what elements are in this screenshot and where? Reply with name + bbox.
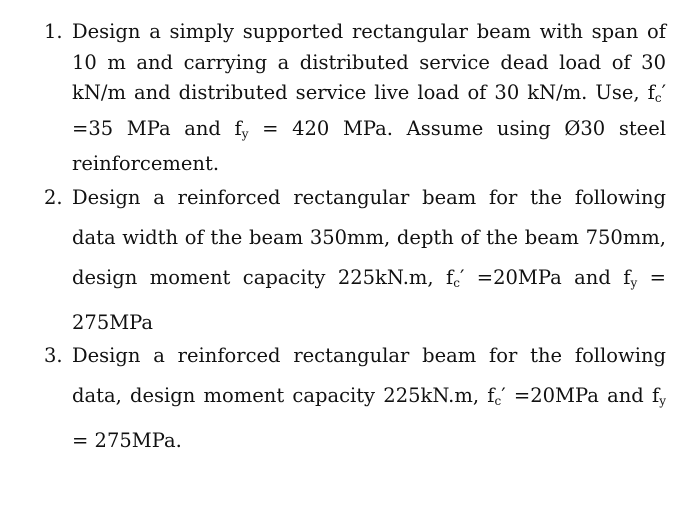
problem-1-text [72,17,666,180]
subscript-y: y [659,394,666,408]
problem-1-text-part: ′ =35 MPa and f [72,81,666,140]
problem-2 [40,178,666,343]
subscript-y: y [241,126,249,141]
problem-2-text-part: Design a reinforced rectangular beam for the following data width of the beam 350mm, depth of the beam 750mm, design moment capacity 225kN.m, f [72,186,666,289]
problem-3-text-part: = 275MPa. [72,429,182,452]
problem-3 [40,336,666,461]
subscript-c: c [453,276,460,290]
problem-1 [40,17,666,180]
problem-1-number: 1. [44,20,63,43]
subscript-c: c [494,394,502,408]
problem-3-text-part: ′ =20MPa and f [501,384,660,407]
problem-2-text-part: ′ =20MPa and f [459,266,631,289]
problem-2-text [72,178,666,343]
subscript-y: y [630,276,638,290]
problem-2-number: 2. [44,186,63,209]
problem-3-text-part: Design a reinforced rectangular beam for the following data, design moment capacity 225kN.m, f [72,344,666,407]
problem-2-text-part: = 275MPa [72,266,666,334]
problem-1-text-part: = 420 MPa. Assume using Ø30 steel reinforcement. [72,116,666,175]
subscript-c: c [654,91,662,105]
problem-3-text [72,336,666,461]
problem-1-text-part: Design a simply supported rectangular beam with span of 10 m and carrying a distributed service dead load of 30 kN/m and distributed service live load of 30 kN/m. Use, f [72,20,666,104]
problem-3-number: 3. [44,344,63,367]
